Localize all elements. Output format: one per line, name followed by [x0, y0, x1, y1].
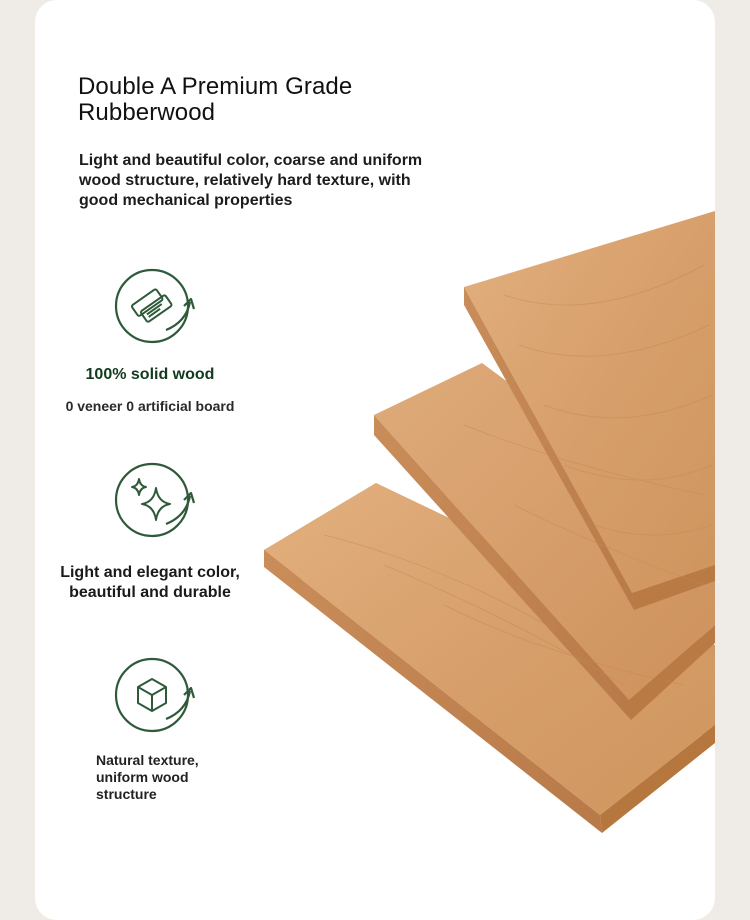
product-card: [35, 0, 715, 920]
solid-wood-planks-icon: [112, 266, 198, 352]
feature-solid-wood-subtitle: 0 veneer 0 artificial board: [65, 398, 235, 414]
page-description: Light and beautiful color, coarse and uniform wood structure, relatively hard texture, with good mechanical properties: [79, 152, 423, 209]
rubberwood-boards-image: [264, 205, 715, 835]
feature-solid-wood-title: 100% solid wood: [85, 366, 215, 383]
sparkle-icon: [112, 460, 198, 546]
page-title: Double A Premium Grade Rubberwood: [78, 73, 353, 126]
feature-color-title: Light and elegant color, beautiful and durable: [60, 564, 240, 601]
cube-icon: [112, 655, 198, 741]
feature-texture-title: Natural texture, uniform wood structure: [96, 752, 199, 802]
